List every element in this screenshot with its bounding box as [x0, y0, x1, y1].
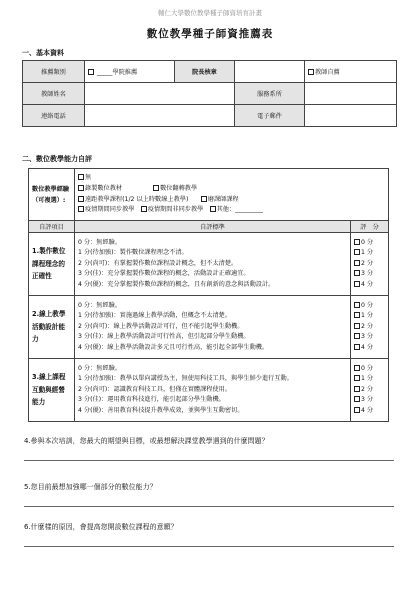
- checkbox[interactable]: [354, 260, 360, 266]
- score-options: [351, 359, 389, 422]
- col-header-score: 評 分: [351, 221, 389, 233]
- checkbox[interactable]: [354, 270, 360, 276]
- name-label: 教師姓名: [23, 83, 85, 105]
- section-basic-heading: 一、基本資料: [22, 49, 64, 57]
- checkbox[interactable]: [78, 206, 84, 212]
- checkbox[interactable]: [308, 69, 314, 75]
- checkbox[interactable]: [354, 239, 360, 245]
- email-label: 電子郵件: [235, 105, 305, 127]
- checkbox[interactable]: [210, 206, 216, 212]
- score-option[interactable]: 2 分: [354, 259, 385, 270]
- checkbox[interactable]: [354, 344, 360, 350]
- score-option[interactable]: 3 分: [354, 269, 385, 280]
- score-option[interactable]: 2 分: [354, 322, 385, 333]
- checkbox[interactable]: [354, 365, 360, 371]
- score-option[interactable]: 4 分: [354, 406, 385, 417]
- eval-criteria: 0 分：無經驗。 1 分(待加強)：製作數位課程理念不清。 2 分(尚可)：有掌握製作數位課程設計概念，但不太清楚。 3 分(佳)：充分掌握製作數位課程的概念，活動設計正確適宜。 4 分(優)：充分掌握製作數位課程的概念，且有創新的意念與活動設計。: [75, 233, 351, 296]
- basic-info-table: [22, 60, 397, 127]
- question-5: 5.您目前最想加強哪一個部分的數位能力？: [24, 483, 157, 491]
- experience-label: 數位教學經驗（可複選）:: [29, 169, 75, 221]
- checkbox[interactable]: [78, 174, 84, 180]
- score-option[interactable]: 0 分: [354, 364, 385, 375]
- score-option[interactable]: 0 分: [354, 301, 385, 312]
- score-option[interactable]: 4 分: [354, 280, 385, 291]
- eval-row: [29, 359, 389, 422]
- checkbox[interactable]: [78, 196, 84, 202]
- dept-field[interactable]: [305, 83, 397, 105]
- page-title: 數位教學種子師資推薦表: [146, 28, 274, 40]
- question-4: 4.參與本次培訓，您最大的期望與目標，或最想解決課堂教學遇到的什麼問題？: [24, 437, 269, 445]
- self-eval-table: [28, 168, 389, 422]
- score-option[interactable]: 4 分: [354, 343, 385, 354]
- score-option[interactable]: 1 分: [354, 311, 385, 322]
- score-option[interactable]: 2 分: [354, 385, 385, 396]
- answer-line[interactable]: [24, 506, 394, 507]
- checkbox[interactable]: [153, 185, 159, 191]
- score-options: [351, 296, 389, 359]
- phone-field[interactable]: [85, 105, 235, 127]
- checkbox[interactable]: [88, 69, 94, 75]
- score-options: [351, 233, 389, 296]
- score-option[interactable]: 3 分: [354, 395, 385, 406]
- phone-label: 連絡電話: [23, 105, 85, 127]
- checkbox[interactable]: [354, 375, 360, 381]
- checkbox[interactable]: [354, 407, 360, 413]
- checkbox[interactable]: [354, 333, 360, 339]
- rec-type-label: 推薦類別: [23, 61, 85, 83]
- name-field[interactable]: [85, 83, 235, 105]
- email-field[interactable]: [305, 105, 397, 127]
- col-header-criteria: 自評標準: [75, 221, 351, 233]
- eval-item-title: 3.線上課程互動與經營能力: [29, 359, 75, 422]
- checkbox[interactable]: [354, 323, 360, 329]
- rec-dept-option[interactable]: _____學院推薦: [85, 61, 175, 83]
- section-selfeval-heading: 二、數位教學能力自評: [22, 155, 92, 163]
- checkbox[interactable]: [354, 312, 360, 318]
- eval-item-title: 2.線上教學活動設計能力: [29, 296, 75, 359]
- checkbox[interactable]: [201, 196, 207, 202]
- checkbox[interactable]: [78, 185, 84, 191]
- score-option[interactable]: 1 分: [354, 374, 385, 385]
- eval-row: [29, 296, 389, 359]
- question-6: 6.什麼樣的原因，會提高您開設數位課程的意願？: [24, 523, 178, 531]
- eval-criteria: 0 分：無經驗。 1 分(待加強)：教學以單向講授為主，無使用科技工具，與學生鮮少進行互動。 2 分(尚可)：認識教育科技工具，但僅在實體課程使用。 3 分(佳)：運用教育科技進行，能引起部分學生動機。 4 分(優)：善用教育科技提升教學成效，並與學生互動密切。: [75, 359, 351, 422]
- checkbox[interactable]: [354, 249, 360, 255]
- experience-options: 無 錄製數位教材 數位翻轉教學 遠距教學課程(1/2 以上時數線上教學) 磨課師課程 疫情期間同步教學 疫情期間非同步教學 其他：_________: [75, 169, 389, 221]
- checkbox[interactable]: [354, 396, 360, 402]
- eval-row: [29, 233, 389, 296]
- page-header: 輔仁大學數位教學種子師資培育計畫: [158, 9, 262, 17]
- score-option[interactable]: 3 分: [354, 332, 385, 343]
- answer-line[interactable]: [24, 546, 394, 547]
- col-header-item: 自評項目: [29, 221, 75, 233]
- score-option[interactable]: 0 分: [354, 238, 385, 249]
- principal-seal-field[interactable]: [235, 61, 305, 83]
- answer-line[interactable]: [24, 460, 394, 461]
- eval-criteria: 0 分：無經驗。 1 分(待加強)：實施過線上教學活動，但概念不太清楚。 2 分(尚可)：線上教學活動設計可行，但不能引起學生動機。 3 分(佳)：線上教學活動設計可行性高，但引起部分學生動機。 4 分(優)：線上教學活動設計多元且可行性高，能引起全部學生動機。: [75, 296, 351, 359]
- score-option[interactable]: 1 分: [354, 248, 385, 259]
- principal-seal-label: 院長核章: [175, 61, 235, 83]
- checkbox[interactable]: [141, 206, 147, 212]
- checkbox[interactable]: [354, 281, 360, 287]
- dept-label: 服務系所: [235, 83, 305, 105]
- eval-item-title: 1.製作數位課程理念的正確性: [29, 233, 75, 296]
- checkbox[interactable]: [354, 302, 360, 308]
- checkbox[interactable]: [354, 386, 360, 392]
- rec-self-option[interactable]: 教師自薦: [305, 61, 397, 83]
